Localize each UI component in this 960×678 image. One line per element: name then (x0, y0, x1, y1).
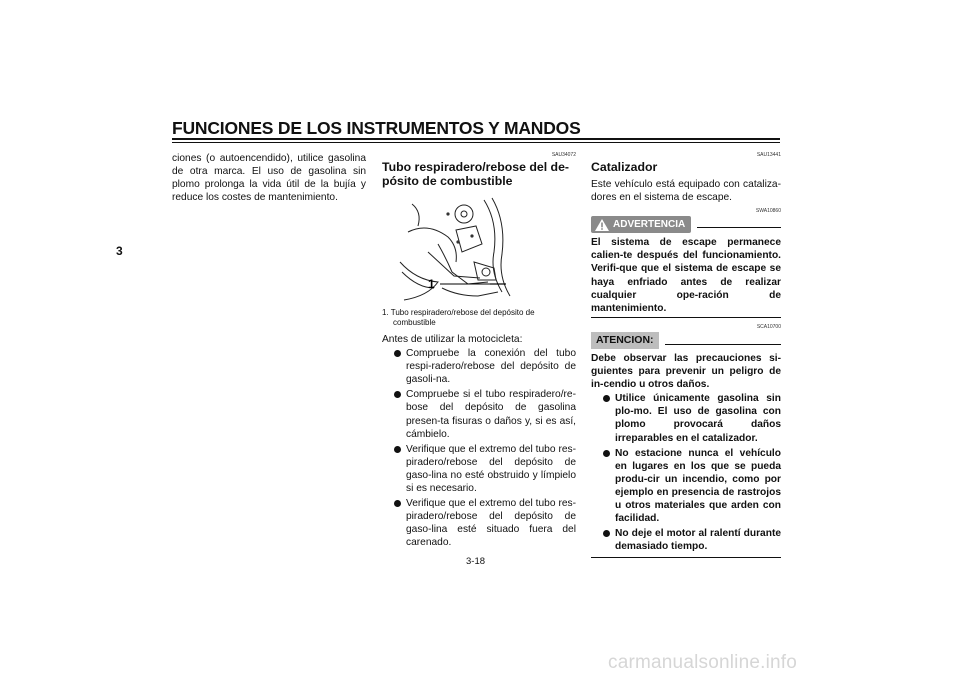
bullet-icon (603, 530, 610, 537)
warning-end-rule (591, 317, 781, 318)
warning-code: SWA10860 (755, 208, 781, 215)
motorcycle-illustration (398, 192, 514, 304)
caution-text: Debe observar las precauciones si-guientes para prevenir un peligro de in-cendio u otros daños. (591, 352, 781, 391)
bullet-icon (603, 450, 610, 457)
bullet-icon (394, 391, 401, 398)
figure-breather-hose (398, 192, 514, 304)
column-3 (591, 152, 781, 558)
list-item: Verifique que el extremo del tubo res-piradero/rebose del depósito de gaso-lina esté situado fuera del carenado. (394, 497, 576, 549)
figure-callout-1: 1 (428, 277, 435, 291)
caution-header (591, 332, 781, 349)
continued-paragraph: ciones (o autoencendido), utilice gasolina de otra marca. El uso de gasolina sin plomo prolonga la vida útil de la bujía y reduce los costes de mantenimiento. (172, 153, 366, 204)
warning-label: ADVERTENCIA (613, 219, 686, 231)
list-item: No estacione nunca el vehículo en lugares en los que se pueda produ-cir un incendio, como por ejemplo en presencia de rastrojos u otros materiales que arden con facilidad. (603, 447, 781, 526)
watermark: carmanualsonline.info (608, 652, 798, 673)
page-number: 3-18 (466, 556, 486, 567)
bullet-list-tubo (394, 347, 576, 549)
list-item: Compruebe si el tubo respiradero/re-bose del depósito de gasolina presen-ta fisuras o daños y, si es así, cámbielo. (394, 388, 576, 440)
bullet-icon (394, 350, 401, 357)
warning-header (591, 216, 781, 233)
caution-rule (665, 344, 781, 345)
warning-badge (591, 216, 691, 233)
header-rule (172, 138, 780, 140)
section-title-catalizador: Catalizador (591, 160, 658, 174)
bullet-list-caution (603, 392, 781, 553)
caution-code: SCA10700 (756, 323, 781, 330)
section-code: SAU13441 (756, 152, 781, 158)
figure-caption: 1. Tubo respiradero/rebose del depósito de combustible (382, 308, 535, 327)
bullet-icon (603, 395, 610, 402)
bullet-icon (394, 446, 401, 453)
section-code: SAU34072 (551, 152, 576, 158)
warning-text: El sistema de escape permanece calien-te después del funcionamiento. Verifi-que que el sistema de escape se haya enfriado antes de realizar cualquier ope-ración de mantenimiento. (591, 237, 781, 314)
list-item: Verifique que el extremo del tubo res-piradero/rebose del depósito de gaso-lina no esté obstruido y límpielo si es necesario. (394, 443, 576, 495)
header-rule-thin (172, 142, 780, 143)
warning-triangle-icon (595, 219, 609, 231)
page-header-title: FUNCIONES DE LOS INSTRUMENTOS Y MANDOS (172, 118, 581, 138)
caution-badge: ATENCION: (591, 332, 659, 349)
column-2 (382, 152, 576, 552)
intro-text: Antes de utilizar la motocicleta: (382, 334, 523, 345)
warning-rule (697, 227, 781, 228)
list-item: No deje el motor al ralentí durante demasiado tiempo. (603, 527, 781, 553)
column-1 (172, 152, 366, 204)
list-item: Utilice únicamente gasolina sin plo-mo. El uso de gasolina con plomo provocará daños irreparables en el catalizador. (603, 392, 781, 444)
chapter-tab: 3 (116, 244, 123, 258)
caution-end-rule (591, 557, 781, 558)
section-title-tubo: Tubo respiradero/rebose del de-pósito de combustible (382, 160, 569, 188)
catalizador-text: Este vehículo está equipado con cataliza-dores en el sistema de escape. (591, 179, 781, 204)
bullet-icon (394, 500, 401, 507)
list-item: Compruebe la conexión del tubo respi-radero/rebose del depósito de gasoli-na. (394, 347, 576, 386)
